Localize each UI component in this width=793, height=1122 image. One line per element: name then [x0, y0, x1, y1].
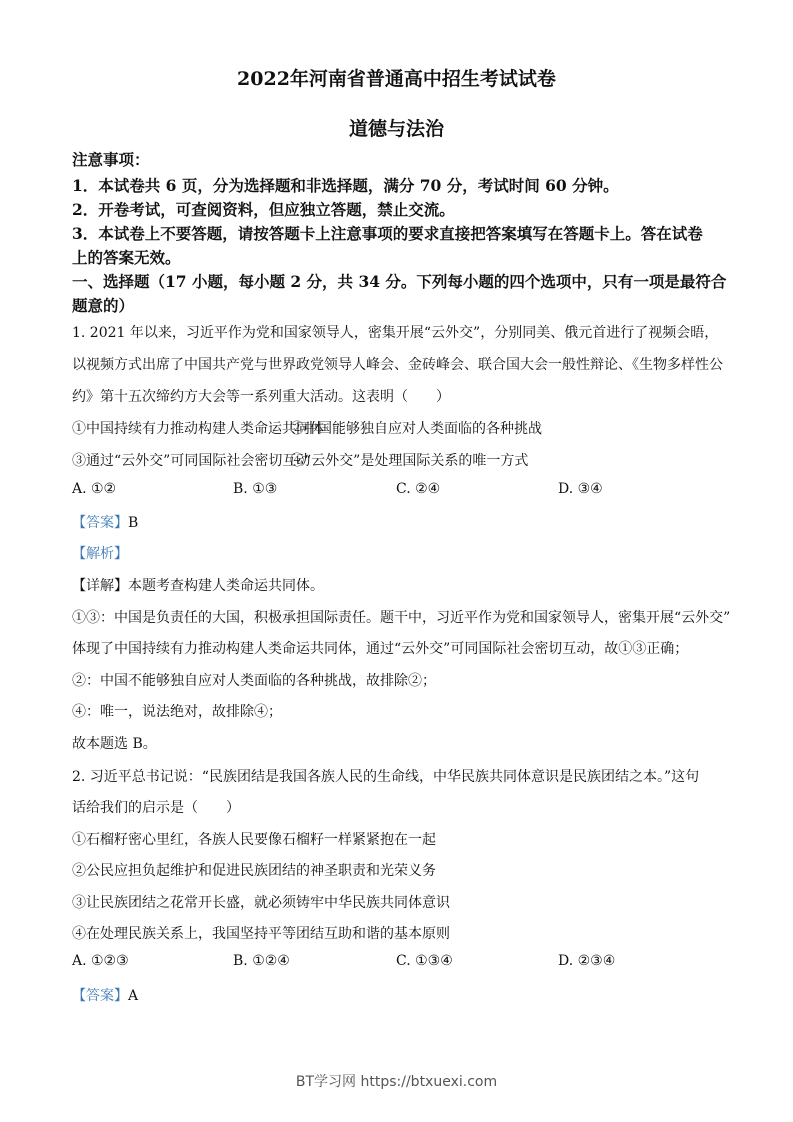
- q2-option-b: B. ①②④: [233, 953, 290, 969]
- answer-value: A: [128, 988, 139, 1004]
- q2-statement: ①石榴籽密心里红，各族人民要像石榴籽一样紧紧抱在一起: [72, 832, 436, 848]
- section-heading: 题意的）: [72, 296, 135, 315]
- q1-detail: 故本题选 B。: [72, 736, 157, 752]
- q1-stem: 约》第十五次缔约方大会等一系列重大活动。这表明（ ）: [72, 389, 450, 405]
- q1-stem: 以视频方式出席了中国共产党与世界政党领导人峰会、金砖峰会、联合国大会一般性辩论、《生物多样性公: [72, 357, 723, 373]
- notice-item: 3．本试卷上不要答题，请按答题卡上注意事项的要求直接把答案填写在答题卡上。答在试卷: [72, 224, 703, 243]
- answer-label: 【答案】: [72, 515, 128, 531]
- q1-option-b: B. ①③: [233, 481, 278, 497]
- q1-detail: 体现了中国持续有力推动构建人类命运共同体，通过“云外交”可同国际社会密切互动，故①③正确；: [72, 641, 689, 657]
- q1-statement: ③通过“云外交”可同国际社会密切互动: [72, 453, 311, 469]
- q1-detail: ①③：中国是负责任的大国，积极承担国际责任。题干中，习近平作为党和国家领导人，密集开展“云外交”: [72, 610, 731, 626]
- q1-detail: ④：唯一，说法绝对，故排除④；: [72, 704, 282, 720]
- notice-item: 1．本试卷共 6 页，分为选择题和非选择题，满分 70 分，考试时间 60 分钟。: [72, 176, 619, 195]
- notice-item: 2．开卷考试，可查阅资料，但应独立答题，禁止交流。: [72, 200, 455, 219]
- page-subtitle: 道德与法治: [348, 118, 444, 140]
- answer-label: 【答案】: [72, 988, 128, 1004]
- q1-statement: ①中国持续有力推动构建人类命运共同体: [72, 421, 324, 437]
- q2-stem: 2. 习近平总书记说：“民族团结是我国各族人民的生命线，中华民族共同体意识是民族团结之本。”这句: [72, 769, 700, 785]
- section-heading: 一、选择题（17 小题，每小题 2 分，共 34 分。下列每小题的四个选项中，只有一项是最符合: [72, 272, 727, 291]
- page-title: 2022年河南省普通高中招生考试试卷: [237, 68, 556, 90]
- q1-option-a: A. ①②: [72, 481, 117, 497]
- q2-statement: ②公民应担负起维护和促进民族团结的神圣职责和光荣义务: [72, 863, 436, 879]
- q1-option-d: D. ③④: [558, 481, 603, 497]
- q2-option-a: A. ①②③: [72, 953, 129, 969]
- q2-statement: ④在处理民族关系上，我国坚持平等团结互助和谐的基本原则: [72, 926, 450, 942]
- q2-answer: [72, 985, 138, 1005]
- footer-watermark: BT学习网 https://btxuexi.com: [295, 1074, 498, 1090]
- notice-heading: 注意事项：: [72, 150, 150, 169]
- q2-option-d: D. ②③④: [558, 953, 616, 969]
- q2-stem: 话给我们的启示是（ ）: [72, 800, 240, 816]
- q1-statement: ②中国能够独自应对人类面临的各种挑战: [290, 421, 542, 437]
- q1-detail: 【详解】本题考查构建人类命运共同体。: [72, 578, 324, 594]
- q1-statement: ④“云外交”是处理国际关系的唯一方式: [290, 453, 529, 469]
- notice-item: 上的答案无效。: [72, 248, 181, 267]
- q1-detail: ②：中国不能够独自应对人类面临的各种挑战，故排除②；: [72, 673, 436, 689]
- analysis-label: 【解析】: [72, 546, 128, 562]
- answer-value: B: [128, 515, 139, 531]
- q1-option-c: C. ②④: [396, 481, 441, 497]
- q1-stem: 1. 2021 年以来，习近平作为党和国家领导人，密集开展“云外交”，分别同美、俄元首进行了视频会晤，: [72, 325, 719, 341]
- q2-statement: ③让民族团结之花常开长盛，就必须铸牢中华民族共同体意识: [72, 895, 450, 911]
- q2-option-c: C. ①③④: [396, 953, 453, 969]
- q1-answer: [72, 512, 138, 532]
